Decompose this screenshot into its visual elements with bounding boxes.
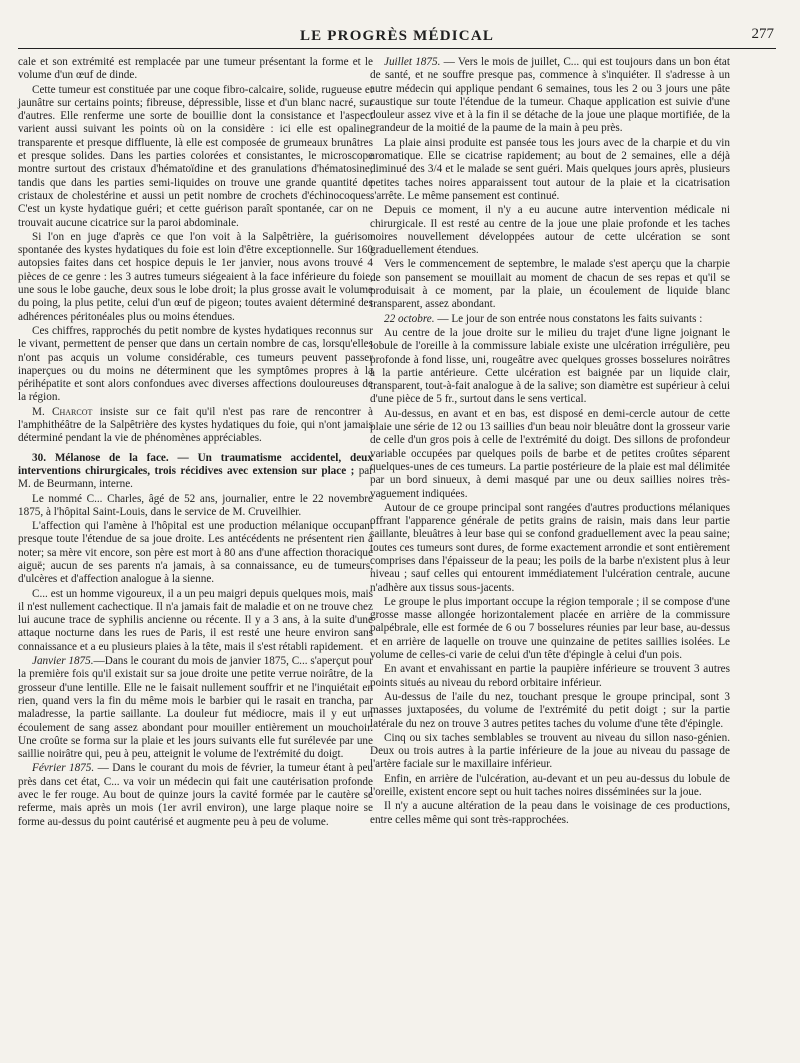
date-label: Février 1875.	[32, 762, 95, 775]
paragraph	[18, 762, 373, 828]
paragraph: Ces chiffres, rapprochés du petit nombre de kystes hydatiques reconnus sur le vivant, permettent de penser que dans un certain nombre de cas, lorsqu'elles n'ont pas acquis un volume considérable, ces tumeurs peuvent passer inaperçues ou du moins ne déterminent que les symptômes propres à la périhépatite et sont alors confondues avec diverses affections douloureuses de la région.	[18, 324, 373, 404]
paragraph: Le groupe le plus important occupe la région temporale ; il se compose d'une grosse masse allongée horizontalement placée en arrière de la commissure palpébrale, elle est formée de 6 ou 7 bosselures réunies par leur base, au-dessus et en arrière de laquelle on trouve une quinzaine de petites saillies isolées. Le volume de celles-ci varie de celui d'un tête d'épingle à celui d'un pois.	[370, 595, 730, 662]
paragraph: Au centre de la joue droite sur le milieu du trajet d'une ligne joignant le lobule de l'oreille à la commissure labiale existe une ulcération irrégulière, peu profonde à fond lisse, uni, rougeâtre avec quelques grosses bosselures noirâtres à la partie antérieure. Cette ulcération est baignée par un liquide clair, transparent, tout-à-fait analogue à de la salive; son diamètre est supérieur à celui d'une pièce de 5 fr., surtout dans le sens vertical.	[370, 326, 730, 406]
author-name: M. Charcot	[32, 405, 93, 418]
date-label: Juillet 1875.	[384, 56, 441, 68]
section-byline: par M. de Beurmann, interne.	[18, 464, 373, 491]
paragraph: C... est un homme vigoureux, il a un peu maigri depuis quelques mois, mais il n'est nullement cachectique. Il n'a jamais fait de maladie et on ne trouve chez lui aucune trace de syphilis ancienne ou récente. Il y a 3 ans, à la suite d'une attaque nocturne dans les rues de Paris, il est resté une heure environ sans connaissance et a eu plusieurs plaies à la tête, mais il s'est rétabli rapidement.	[18, 587, 373, 653]
paragraph: Si l'on en juge d'après ce que l'on voit à la Salpêtrière, la guérison spontanée des kystes hydatiques du foie est loin d'être exceptionnelle. Sur 160 autopsies faites dans cet hospice depuis le 1er janvier, nous avons trouvé 4 pièces de ce genre : les 3 autres tumeurs siégeaient à la face inférieure du foie, une sous le lobe gauche, deux sous le lobe droit; la plus grosse avait le volume du poing, la plus petite, celui d'un œuf de pigeon; toutes avaient déterminé des adhérences péritonéales plus ou moins étendues.	[18, 230, 373, 323]
paragraph-text: — Vers le mois de juillet, C... qui est toujours dans un bon état de santé, et ne souffre presque pas, commence à s'inquiéter. Il s'adresse à un autre médecin qui applique pendant 6 semaines, tous les 2 ou 3 jours une pâte caustique sur toute l'étendue de la tumeur. Chaque application est suivie d'une douleur assez vive et à la fin il se détache de la joue une plaque mortifiée, de la grandeur de la moitié de la paume de la main à peu près.	[370, 56, 730, 135]
right-column	[370, 56, 730, 827]
paragraph-text: —Dans le courant du mois de janvier 1875, C... s'aperçut pour la première fois qu'il existait sur sa joue droite une petite verrue noirâtre, de la grosseur d'une lentille. Elle ne le faisait nullement souffrir et ne l'inquiétait en rien, quand vers la fin du même mois le barbier qui le rasait en trancha, par maladresse, la partie saillante. La douleur fut médiocre, mais il y eut un écoulement de sang assez abondant pour mouiller entièrement un mouchoir. Une croûte se forma sur la plaie et les jours suivants elle fut surélevée par une saillie noirâtre qui, peu à peu, atteignit le volume de l'extrémité du doigt.	[18, 655, 373, 761]
page-header	[18, 26, 776, 49]
paragraph: Depuis ce moment, il n'y a eu aucune autre intervention médicale ni chirurgicale. Il est resté au centre de la joue une plaie profonde et les taches noires nouvellement développées autour de cette ulcération se sont graduellement étendues.	[370, 204, 730, 257]
paragraph	[370, 313, 730, 326]
paragraph-text: — Le jour de son entrée nous constatons les faits suivants :	[434, 312, 703, 325]
paragraph: Cinq ou six taches semblables se trouvent au niveau du sillon naso-génien. Deux ou trois autres à la partie inférieure de la joue au niveau du passage de l'artère faciale sur le maxillaire inférieur.	[370, 731, 730, 771]
date-label: 22 octobre.	[384, 312, 435, 325]
section-heading	[18, 452, 373, 492]
paragraph: Il n'y a aucune altération de la peau dans le voisinage de ces productions, entre celles même qui sont très-rapprochées.	[370, 800, 730, 826]
paragraph: cale et son extrémité est remplacée par une tumeur présentant la forme et le volume d'un œuf de dinde.	[18, 56, 373, 82]
date-label: Janvier 1875.	[32, 655, 94, 668]
paragraph: Au-dessus de l'aile du nez, touchant presque le groupe principal, sont 3 masses juxtaposées, du volume de l'extrémité du petit doigt ; sur la partie latérale du nez on trouve 3 autres petites taches du volume d'une tête d'épingle.	[370, 690, 730, 730]
running-title: LE PROGRÈS MÉDICAL	[299, 28, 495, 44]
paragraph: Enfin, en arrière de l'ulcération, au-devant et un peu au-dessus du lobule de l'oreille, existent encore sept ou huit taches noires disséminées sur la joue.	[370, 772, 730, 799]
paragraph-text: — Dans le courant du mois de février, la tumeur étant à peu près dans cet état, C... va voir un médecin qui fait une cautérisation profonde avec le fer rouge. Au bout de quinze jours la cavité formée par le cautère se referme, mais après un mois (1er avril environ), une large plaque noire se forme au-dessus du point cautérisé et augmente peu à peu de volume.	[18, 762, 374, 828]
paragraph: Le nommé C... Charles, âgé de 52 ans, journalier, entre le 22 novembre 1875, à l'hôpital Saint-Louis, dans le service de M. Cruveilhier.	[18, 492, 373, 518]
paragraph: L'affection qui l'amène à l'hôpital est une production mélanique occupant presque toute l'étendue de sa joue droite. Les antécédents ne présentent rien à noter; sa mère vit encore, son père est mort à 80 ans d'une affection thoracique aiguë; aucun de ses parents n'a jamais, à sa connaissance, eu de tumeurs, d'ulcères et d'affection analogue à la sienne.	[18, 520, 373, 586]
section-title: 30. Mélanose de la face. — Un traumatisme accidentel, deux interventions chirurgicales, trois récidives avec extension sur place ;	[18, 451, 373, 477]
paragraph	[18, 406, 373, 446]
paragraph: Cette tumeur est constituée par une coque fibro-calcaire, solide, rugueuse et jaunâtre sur certains points; fibreuse, dépressible, lisse et d'un blanc nacré, sur d'autres. Elle renferme une sorte de bouillie dont la consistance et l'aspect varient aussi suivant les points où on la considère : ici elle est opaline, transparente et presque diffluente, là elle est composée de grumeaux brunâtres et presque solides. Dans les parties colorées et consistantes, le microscope montre surtout des cristaux d'hématoïdine et des granulations d'hématosine; tandis que dans les parties semi-liquides on trouve une grande quantité de cristaux de cholestérine et aussi un petit nombre de crochets d'échinocoques. C'est un kyste hydatique guéri; et cette guérison paraît spontanée, car on ne trouvait aucune cicatrice sur la paroi abdominale.	[18, 83, 373, 229]
paragraph: Autour de ce groupe principal sont rangées d'autres productions mélaniques offrant l'apparence générale de petits grains de raisin, mais dans leur partie saillante, bleuâtres à leur base qui se confond graduellement avec la peau saine; toutes ces tumeurs sont dures, de forme exactement arrondie et sont entièrement comprises dans l'épaisseur de la peau; les poils de la barbe n'existent plus à leur niveau ; sauf celles qui entourent immédiatement l'ulcération centrale, aucune n'adhère aux tissus sous-jacents.	[370, 501, 730, 594]
left-column	[18, 56, 373, 829]
page-number: 277	[751, 26, 774, 42]
paragraph	[18, 655, 373, 761]
paragraph-text: insiste sur ce fait qu'il n'est pas rare de rencontrer à l'amphithéâtre de la Salpêtrière des kystes hydatiques du foie, qui n'ont jamais déterminé pendant la vie de phénomènes appréciables.	[18, 405, 374, 445]
paragraph: Au-dessus, en avant et en bas, est disposé en demi-cercle autour de cette plaie une série de 12 ou 13 saillies d'un beau noir bleuâtre dont la grosseur varie de celle d'un gros pois à celle de l'extrémité du doigt. Des sillons de profondeur variable occupées par quelques poils de barbe et de petites croûtes séparent quelques-unes de ces tumeurs. La partie postérieure de la plaie est mal délimitée par un bord sinueux, à demi masqué par une ou deux saillies noires très-vaguement indiquées.	[370, 407, 730, 500]
paragraph	[370, 56, 730, 136]
paragraph: La plaie ainsi produite est pansée tous les jours avec de la charpie et du vin aromatique. Elle se cicatrise rapidement; au bout de 2 semaines, elle a déjà diminué des 3/4 et le malade se sent guéri. Mais quelques jours après, plusieurs petites taches noires apparaissent tout autour de la plaie et la cicatrisation s'arrête. Le même pansement est continué.	[370, 136, 730, 202]
paragraph: En avant et envahissant en partie la paupière inférieure se trouvent 3 autres points situés au niveau du rebord orbitaire inférieur.	[370, 663, 730, 689]
paragraph: Vers le commencement de septembre, le malade s'est aperçu que la charpie de son pansement se mouillait au moment de chacun de ses repas et qu'il se produisait à ce moment, par la plaie, un écoulement de liquide blanc transparent, assez abondant.	[370, 258, 730, 311]
